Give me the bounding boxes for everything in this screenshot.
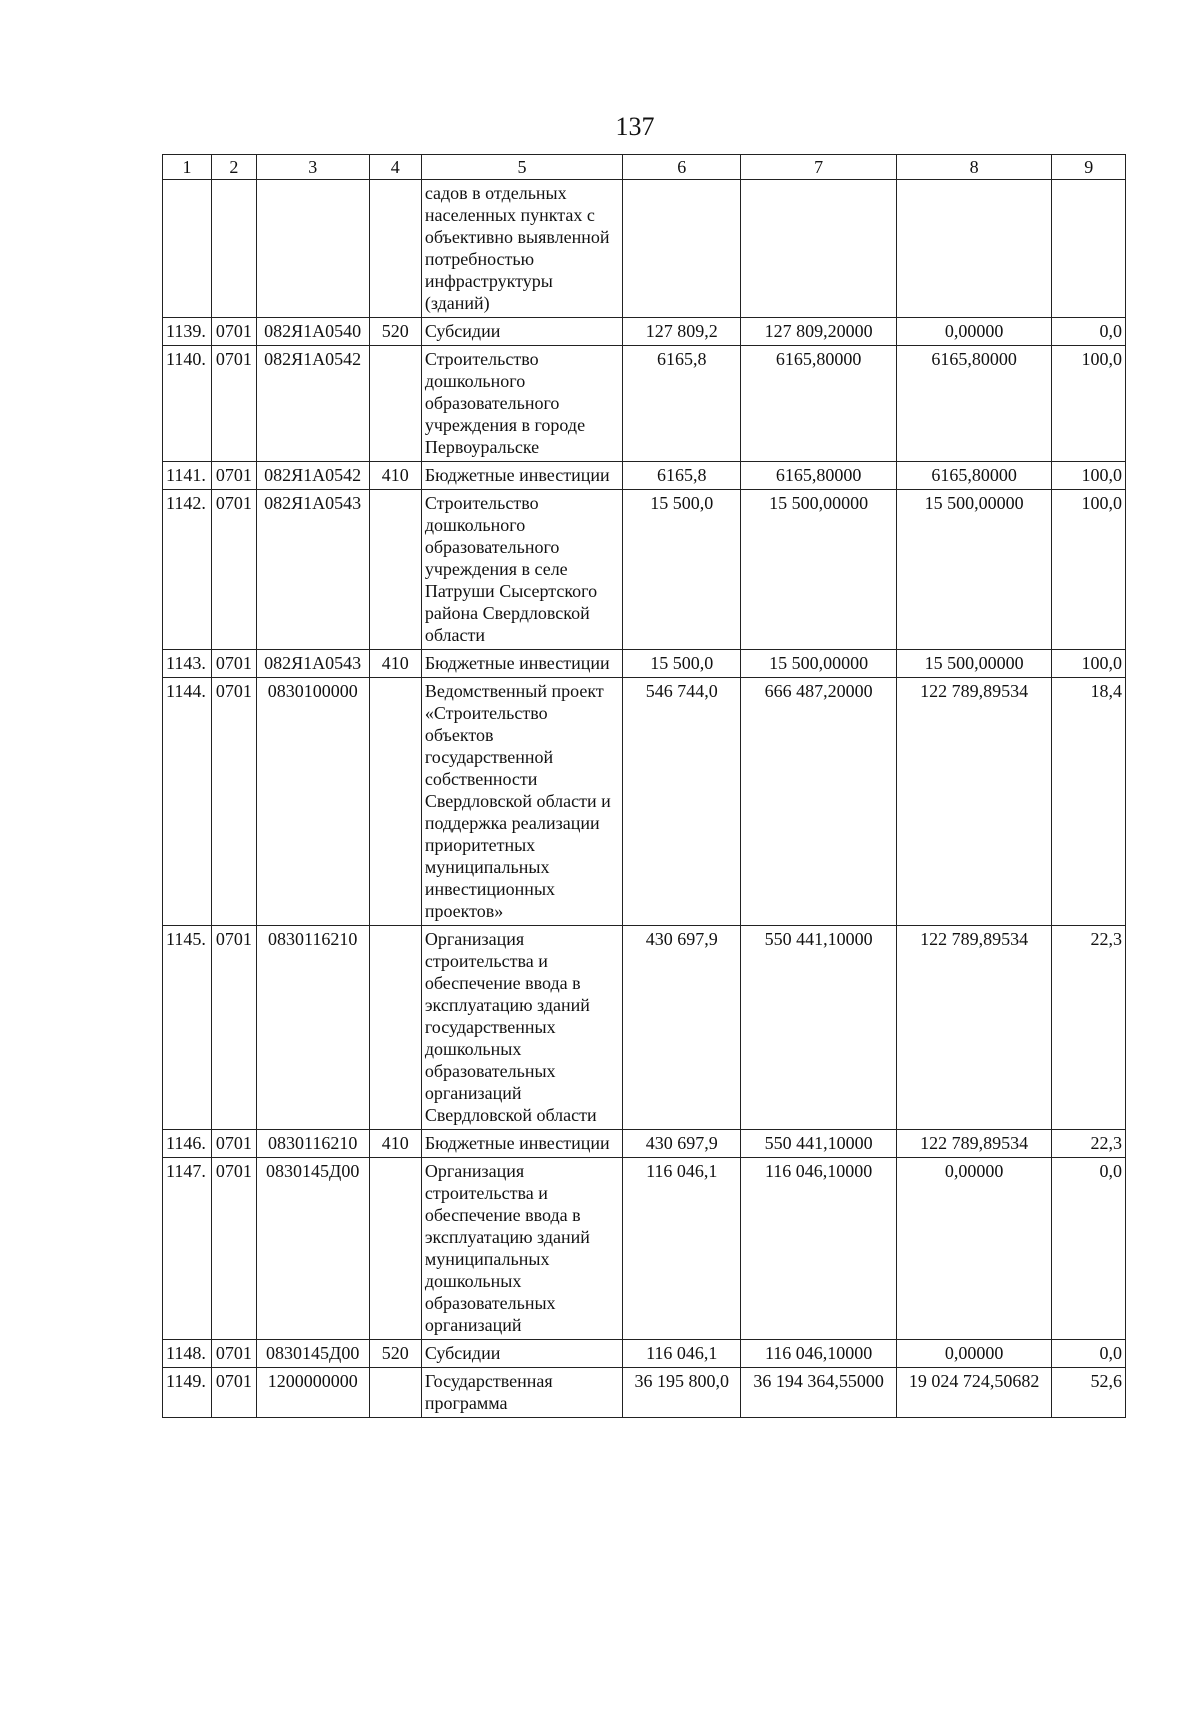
expense-type — [369, 490, 421, 650]
section-code: 0701 — [212, 650, 257, 678]
value-col-7: 6165,80000 — [741, 462, 897, 490]
value-col-9: 100,0 — [1052, 462, 1126, 490]
target-code: 0830145Д00 — [256, 1340, 369, 1368]
expense-type — [369, 346, 421, 462]
target-code — [256, 180, 369, 318]
item-name: Государственная программа — [421, 1368, 622, 1418]
value-col-8: 19 024 724,50682 — [896, 1368, 1052, 1418]
table-row — [163, 1130, 1126, 1158]
value-col-8: 15 500,00000 — [896, 490, 1052, 650]
item-name: Субсидии — [421, 1340, 622, 1368]
value-col-6: 6165,8 — [623, 346, 741, 462]
value-col-7: 550 441,10000 — [741, 1130, 897, 1158]
value-col-6 — [623, 180, 741, 318]
target-code: 082Я1А0540 — [256, 318, 369, 346]
value-col-9: 0,0 — [1052, 318, 1126, 346]
value-col-9: 22,3 — [1052, 1130, 1126, 1158]
table-row — [163, 650, 1126, 678]
value-col-8: 0,00000 — [896, 1158, 1052, 1340]
section-code: 0701 — [212, 1130, 257, 1158]
value-col-8: 122 789,89534 — [896, 926, 1052, 1130]
value-col-7: 6165,80000 — [741, 346, 897, 462]
value-col-9: 22,3 — [1052, 926, 1126, 1130]
target-code: 0830116210 — [256, 926, 369, 1130]
row-number: 1146. — [163, 1130, 212, 1158]
expense-type: 410 — [369, 1130, 421, 1158]
value-col-8: 122 789,89534 — [896, 1130, 1052, 1158]
section-code: 0701 — [212, 678, 257, 926]
row-number: 1147. — [163, 1158, 212, 1340]
table-row — [163, 318, 1126, 346]
target-code: 0830100000 — [256, 678, 369, 926]
value-col-7: 116 046,10000 — [741, 1340, 897, 1368]
section-code — [212, 180, 257, 318]
row-number: 1139. — [163, 318, 212, 346]
value-col-6: 546 744,0 — [623, 678, 741, 926]
expense-type — [369, 678, 421, 926]
value-col-9: 18,4 — [1052, 678, 1126, 926]
value-col-7: 666 487,20000 — [741, 678, 897, 926]
table-row — [163, 1340, 1126, 1368]
value-col-9 — [1052, 180, 1126, 318]
budget-table — [162, 154, 1126, 1418]
item-name: Организация строительства и обеспечение ввода в эксплуатацию зданий муниципальных дошкольных образовательных организаций — [421, 1158, 622, 1340]
value-col-7 — [741, 180, 897, 318]
target-code: 082Я1А0542 — [256, 346, 369, 462]
value-col-8 — [896, 180, 1052, 318]
column-header-8: 8 — [896, 155, 1052, 180]
expense-type: 410 — [369, 462, 421, 490]
row-number: 1141. — [163, 462, 212, 490]
row-number: 1142. — [163, 490, 212, 650]
value-col-7: 15 500,00000 — [741, 490, 897, 650]
value-col-9: 52,6 — [1052, 1368, 1126, 1418]
item-name: Бюджетные инвестиции — [421, 1130, 622, 1158]
section-code: 0701 — [212, 1368, 257, 1418]
item-name: Субсидии — [421, 318, 622, 346]
item-name: Строительство дошкольного образовательного учреждения в городе Первоуральске — [421, 346, 622, 462]
value-col-6: 116 046,1 — [623, 1340, 741, 1368]
value-col-8: 122 789,89534 — [896, 678, 1052, 926]
expense-type: 520 — [369, 318, 421, 346]
table-row — [163, 462, 1126, 490]
expense-type — [369, 1158, 421, 1340]
value-col-6: 15 500,0 — [623, 650, 741, 678]
value-col-9: 0,0 — [1052, 1158, 1126, 1340]
value-col-9: 100,0 — [1052, 650, 1126, 678]
column-header-3: 3 — [256, 155, 369, 180]
value-col-8: 6165,80000 — [896, 346, 1052, 462]
target-code: 0830145Д00 — [256, 1158, 369, 1340]
column-header-2: 2 — [212, 155, 257, 180]
value-col-7: 15 500,00000 — [741, 650, 897, 678]
item-name: Бюджетные инвестиции — [421, 650, 622, 678]
item-name: Организация строительства и обеспечение ввода в эксплуатацию зданий государственных дошкольных образовательных организаций Свердловской области — [421, 926, 622, 1130]
value-col-7: 36 194 364,55000 — [741, 1368, 897, 1418]
value-col-8: 15 500,00000 — [896, 650, 1052, 678]
expense-type — [369, 180, 421, 318]
value-col-9: 100,0 — [1052, 346, 1126, 462]
table-row — [163, 1368, 1126, 1418]
item-name: Строительство дошкольного образовательного учреждения в селе Патруши Сысертского района Свердловской области — [421, 490, 622, 650]
column-header-9: 9 — [1052, 155, 1126, 180]
table-row — [163, 926, 1126, 1130]
value-col-6: 430 697,9 — [623, 926, 741, 1130]
value-col-8: 0,00000 — [896, 1340, 1052, 1368]
value-col-6: 36 195 800,0 — [623, 1368, 741, 1418]
row-number: 1149. — [163, 1368, 212, 1418]
row-number: 1144. — [163, 678, 212, 926]
value-col-6: 127 809,2 — [623, 318, 741, 346]
column-header-4: 4 — [369, 155, 421, 180]
value-col-9: 0,0 — [1052, 1340, 1126, 1368]
row-number: 1145. — [163, 926, 212, 1130]
section-code: 0701 — [212, 346, 257, 462]
value-col-7: 116 046,10000 — [741, 1158, 897, 1340]
row-number — [163, 180, 212, 318]
section-code: 0701 — [212, 926, 257, 1130]
column-header-5: 5 — [421, 155, 622, 180]
value-col-7: 550 441,10000 — [741, 926, 897, 1130]
row-number: 1140. — [163, 346, 212, 462]
target-code: 082Я1А0543 — [256, 490, 369, 650]
value-col-6: 6165,8 — [623, 462, 741, 490]
item-name: садов в отдельных населенных пунктах с объективно выявленной потребностью инфраструктуры (зданий) — [421, 180, 622, 318]
item-name: Бюджетные инвестиции — [421, 462, 622, 490]
section-code: 0701 — [212, 318, 257, 346]
column-header-7: 7 — [741, 155, 897, 180]
section-code: 0701 — [212, 490, 257, 650]
target-code: 1200000000 — [256, 1368, 369, 1418]
row-number: 1148. — [163, 1340, 212, 1368]
expense-type — [369, 926, 421, 1130]
table-row — [163, 678, 1126, 926]
page-number: 137 — [615, 112, 655, 141]
column-header-1: 1 — [163, 155, 212, 180]
table-row — [163, 180, 1126, 318]
value-col-8: 6165,80000 — [896, 462, 1052, 490]
column-header-6: 6 — [623, 155, 741, 180]
section-code: 0701 — [212, 1340, 257, 1368]
section-code: 0701 — [212, 1158, 257, 1340]
item-name: Ведомственный проект «Строительство объектов государственной собственности Свердловской области и поддержка реализации приоритетных муниципальных инвестиционных проектов» — [421, 678, 622, 926]
expense-type: 520 — [369, 1340, 421, 1368]
expense-type: 410 — [369, 650, 421, 678]
section-code: 0701 — [212, 462, 257, 490]
table-row — [163, 490, 1126, 650]
table-row — [163, 346, 1126, 462]
row-number: 1143. — [163, 650, 212, 678]
expense-type — [369, 1368, 421, 1418]
target-code: 0830116210 — [256, 1130, 369, 1158]
value-col-8: 0,00000 — [896, 318, 1052, 346]
value-col-7: 127 809,20000 — [741, 318, 897, 346]
value-col-9: 100,0 — [1052, 490, 1126, 650]
value-col-6: 430 697,9 — [623, 1130, 741, 1158]
header-row — [163, 155, 1126, 180]
value-col-6: 15 500,0 — [623, 490, 741, 650]
target-code: 082Я1А0542 — [256, 462, 369, 490]
value-col-6: 116 046,1 — [623, 1158, 741, 1340]
table-row — [163, 1158, 1126, 1340]
target-code: 082Я1А0543 — [256, 650, 369, 678]
